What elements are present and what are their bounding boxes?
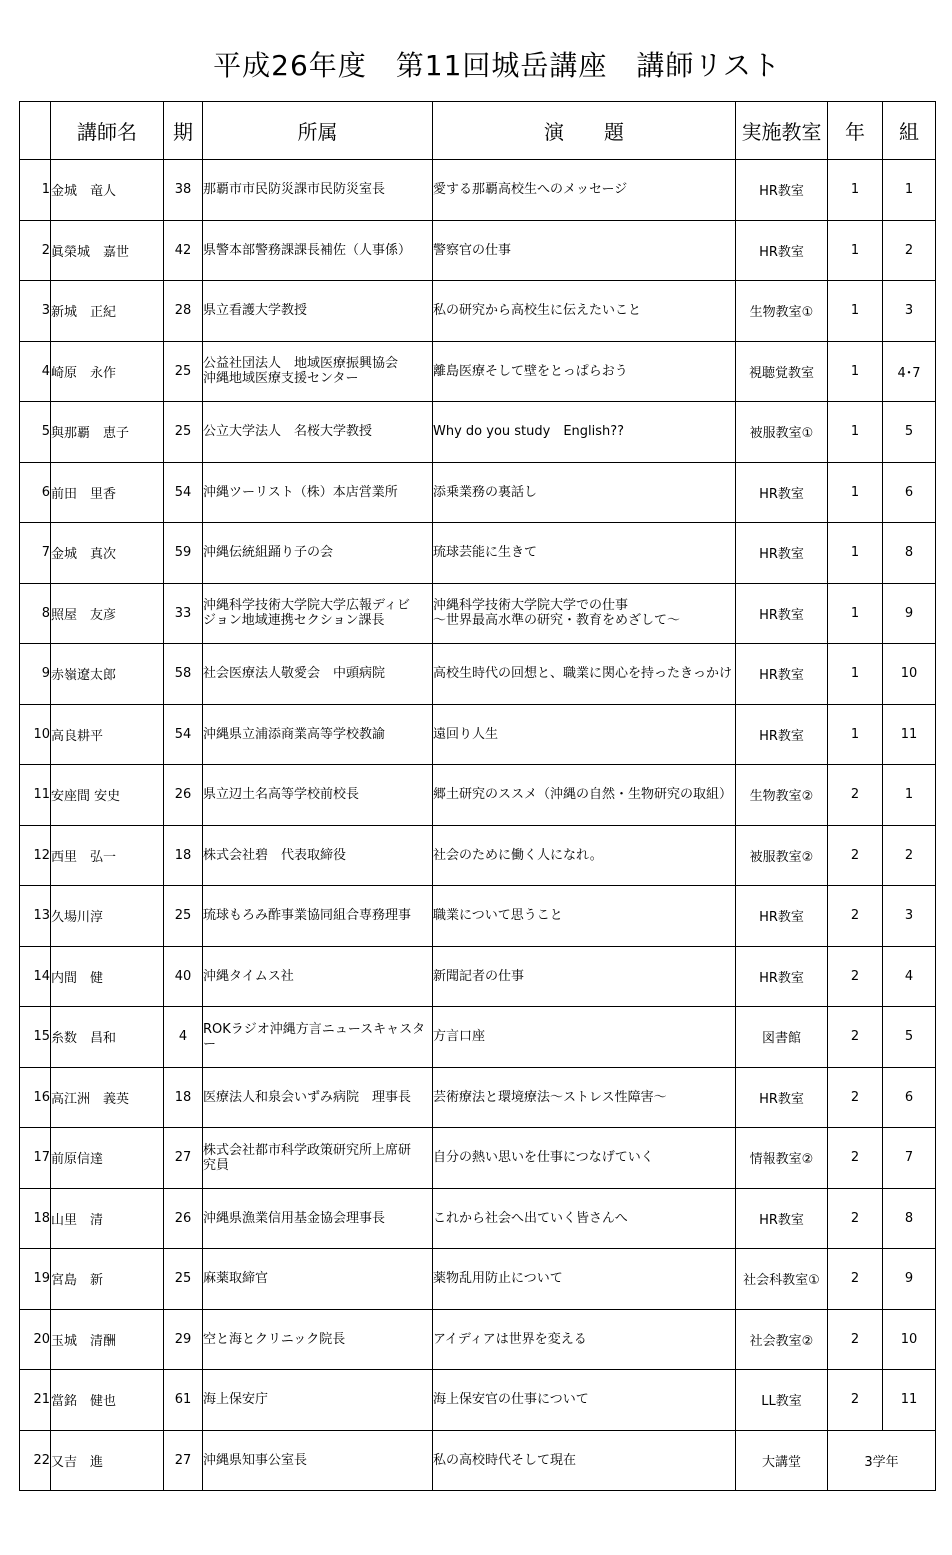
grade-year: 2 [828,1370,883,1431]
class-number: 1 [883,765,936,826]
lecturer-name: 崎原 永作 [51,341,164,402]
lecturer-name: 玉城 清酬 [51,1309,164,1370]
generation: 27 [164,1128,203,1189]
room: 社会教室② [736,1309,828,1370]
grade-year: 1 [828,462,883,523]
topic: 離島医療そして壁をとっぱらおう [433,341,736,402]
row-number: 12 [20,825,51,886]
topic: 芸術療法と環境療法～ストレス性障害～ [433,1067,736,1128]
class-number: 1 [883,160,936,221]
topic: 海上保安官の仕事について [433,1370,736,1431]
topic: Why do you study English?? [433,402,736,463]
room: 被服教室② [736,825,828,886]
affiliation: 公益社団法人 地域医療振興協会 沖縄地域医療支援センター [203,341,433,402]
affiliation: 公立大学法人 名桜大学教授 [203,402,433,463]
room: HR教室 [736,1067,828,1128]
grade-year: 2 [828,825,883,886]
class-number: 4 [883,946,936,1007]
room: 生物教室② [736,765,828,826]
room: 生物教室① [736,281,828,342]
topic: アイディアは世界を変える [433,1309,736,1370]
generation: 40 [164,946,203,1007]
room: HR教室 [736,1188,828,1249]
row-number: 13 [20,886,51,947]
room: HR教室 [736,583,828,644]
table-row [20,644,936,705]
affiliation: 那覇市市民防災課市民防災室長 [203,160,433,221]
affiliation: 空と海とクリニック院長 [203,1309,433,1370]
lecturer-name: 山里 清 [51,1188,164,1249]
generation: 26 [164,1188,203,1249]
lecturer-name: 糸数 昌和 [51,1007,164,1068]
row-number: 4 [20,341,51,402]
row-number: 20 [20,1309,51,1370]
generation: 27 [164,1430,203,1491]
topic: これから社会へ出ていく皆さんへ [433,1188,736,1249]
generation: 25 [164,886,203,947]
affiliation: 社会医療法人敬愛会 中頭病院 [203,644,433,705]
class-number: 3 [883,281,936,342]
page-title: 平成26年度 第11回城岳講座 講師リスト [213,49,781,82]
table-row [20,1249,936,1310]
generation: 59 [164,523,203,584]
generation: 42 [164,220,203,281]
room: HR教室 [736,220,828,281]
class-number: 6 [883,462,936,523]
grade-year: 1 [828,160,883,221]
class-number: 10 [883,644,936,705]
lecturer-name: 前田 里香 [51,462,164,523]
row-number: 21 [20,1370,51,1431]
grade-year: 1 [828,341,883,402]
grade-year: 2 [828,946,883,1007]
row-number: 3 [20,281,51,342]
row-number: 16 [20,1067,51,1128]
grade-year: 1 [828,402,883,463]
lecturer-name: 内間 健 [51,946,164,1007]
row-number: 9 [20,644,51,705]
table-row [20,765,936,826]
lecturer-name: 與那覇 恵子 [51,402,164,463]
table-row [20,946,936,1007]
generation: 18 [164,1067,203,1128]
topic: 新聞記者の仕事 [433,946,736,1007]
class-number: 9 [883,1249,936,1310]
generation: 28 [164,281,203,342]
room: HR教室 [736,160,828,221]
affiliation: 県立看護大学教授 [203,281,433,342]
table-row [20,462,936,523]
grade-year: 1 [828,644,883,705]
generation: 58 [164,644,203,705]
topic: 遠回り人生 [433,704,736,765]
row-number: 10 [20,704,51,765]
affiliation: 沖縄県立浦添商業高等学校教諭 [203,704,433,765]
affiliation: 株式会社碧 代表取締役 [203,825,433,886]
room: 大講堂 [736,1430,828,1491]
topic: 自分の熱い思いを仕事につなげていく [433,1128,736,1189]
table-row [20,220,936,281]
generation: 18 [164,825,203,886]
topic: 高校生時代の回想と、職業に関心を持ったきっかけ [433,644,736,705]
table-row [20,402,936,463]
class-number: 6 [883,1067,936,1128]
table-row-last [20,1430,936,1491]
row-number: 1 [20,160,51,221]
row-number: 22 [20,1430,51,1491]
lecturer-name: 金城 竜人 [51,160,164,221]
grade-year: 2 [828,1249,883,1310]
header-topic: 演 題 [433,102,736,160]
header-generation: 期 [164,102,203,160]
grade-year: 2 [828,765,883,826]
header-class: 組 [883,102,936,160]
affiliation: 株式会社都市科学政策研究所上席研 究員 [203,1128,433,1189]
room: HR教室 [736,946,828,1007]
room: 視聴覚教室 [736,341,828,402]
generation: 25 [164,341,203,402]
affiliation: 沖縄タイムス社 [203,946,433,1007]
generation: 29 [164,1309,203,1370]
room: HR教室 [736,644,828,705]
row-number: 19 [20,1249,51,1310]
topic: 方言口座 [433,1007,736,1068]
table-row [20,886,936,947]
table-row [20,1188,936,1249]
topic: 郷土研究のススメ（沖縄の自然・生物研究の取組） [433,765,736,826]
room: HR教室 [736,462,828,523]
row-number: 14 [20,946,51,1007]
room: LL教室 [736,1370,828,1431]
row-number: 8 [20,583,51,644]
header-number [20,102,51,160]
header-row [20,102,936,160]
topic: 薬物乱用防止について [433,1249,736,1310]
topic: 琉球芸能に生きて [433,523,736,584]
row-number: 15 [20,1007,51,1068]
affiliation: 沖縄科学技術大学院大学広報ディビ ジョン地域連携セクション課長 [203,583,433,644]
generation: 38 [164,160,203,221]
table-row [20,1007,936,1068]
class-number: 5 [883,402,936,463]
class-number: 3 [883,886,936,947]
room: HR教室 [736,886,828,947]
lecturer-name: 當銘 健也 [51,1370,164,1431]
grade-year: 2 [828,886,883,947]
class-number: 2 [883,220,936,281]
affiliation: 沖縄ツーリスト（株）本店営業所 [203,462,433,523]
table-row [20,160,936,221]
room: 図書館 [736,1007,828,1068]
affiliation: 沖縄伝統組踊り子の会 [203,523,433,584]
table-row [20,341,936,402]
table-row [20,704,936,765]
table-row [20,1370,936,1431]
grade-year: 1 [828,583,883,644]
generation: 26 [164,765,203,826]
lecturer-name: 照屋 友彦 [51,583,164,644]
affiliation: 琉球もろみ酢事業協同組合専務理事 [203,886,433,947]
grade-year: 2 [828,1188,883,1249]
room: 社会科教室① [736,1249,828,1310]
topic: 沖縄科学技術大学院大学での仕事 ～世界最高水準の研究・教育をめざして～ [433,583,736,644]
header-affiliation: 所属 [203,102,433,160]
grade-year: 2 [828,1067,883,1128]
topic: 社会のために働く人になれ。 [433,825,736,886]
class-number: 9 [883,583,936,644]
class-number: 11 [883,704,936,765]
generation: 4 [164,1007,203,1068]
generation: 25 [164,1249,203,1310]
header-room: 実施教室 [736,102,828,160]
lecturer-table [19,101,936,1491]
affiliation: 沖縄県漁業信用基金協会理事長 [203,1188,433,1249]
lecturer-name: 又吉 進 [51,1430,164,1491]
grade-year: 2 [828,1007,883,1068]
grade-year: 2 [828,1128,883,1189]
topic: 愛する那覇高校生へのメッセージ [433,160,736,221]
row-number: 7 [20,523,51,584]
room: 情報教室② [736,1128,828,1189]
room: HR教室 [736,704,828,765]
class-number: 2 [883,825,936,886]
affiliation: 麻薬取締官 [203,1249,433,1310]
row-number: 2 [20,220,51,281]
row-number: 17 [20,1128,51,1189]
table-row [20,1309,936,1370]
lecturer-name: 宮島 新 [51,1249,164,1310]
table-row [20,825,936,886]
grade-year: 1 [828,704,883,765]
grade-all: 3学年 [828,1430,936,1491]
affiliation: 海上保安庁 [203,1370,433,1431]
class-number: 5 [883,1007,936,1068]
table-row [20,1067,936,1128]
lecturer-name: 新城 正紀 [51,281,164,342]
generation: 25 [164,402,203,463]
table-row [20,1128,936,1189]
affiliation: 医療法人和泉会いずみ病院 理事長 [203,1067,433,1128]
row-number: 5 [20,402,51,463]
lecturer-name: 赤嶺遼太郎 [51,644,164,705]
lecturer-name: 前原信達 [51,1128,164,1189]
class-number: 10 [883,1309,936,1370]
lecturer-name: 眞榮城 嘉世 [51,220,164,281]
generation: 61 [164,1370,203,1431]
generation: 54 [164,462,203,523]
grade-year: 1 [828,220,883,281]
lecturer-name: 安座間 安史 [51,765,164,826]
class-number: 4･7 [883,341,936,402]
row-number: 11 [20,765,51,826]
generation: 54 [164,704,203,765]
topic: 私の高校時代そして現在 [433,1430,736,1491]
grade-year: 1 [828,281,883,342]
grade-year: 1 [828,523,883,584]
class-number: 8 [883,1188,936,1249]
table-row [20,583,936,644]
row-number: 6 [20,462,51,523]
topic: 職業について思うこと [433,886,736,947]
topic: 警察官の仕事 [433,220,736,281]
lecturer-name: 金城 真次 [51,523,164,584]
lecturer-name: 高江洲 義英 [51,1067,164,1128]
lecturer-name: 高良耕平 [51,704,164,765]
room: 被服教室① [736,402,828,463]
affiliation: ROKラジオ沖縄方言ニュースキャスター [203,1007,433,1068]
topic: 私の研究から高校生に伝えたいこと [433,281,736,342]
class-number: 7 [883,1128,936,1189]
lecturer-name: 久場川淳 [51,886,164,947]
generation: 33 [164,583,203,644]
header-name: 講師名 [51,102,164,160]
grade-year: 2 [828,1309,883,1370]
class-number: 8 [883,523,936,584]
class-number: 11 [883,1370,936,1431]
header-year: 年 [828,102,883,160]
topic: 添乗業務の裏話し [433,462,736,523]
lecturer-name: 西里 弘一 [51,825,164,886]
affiliation: 県立辺土名高等学校前校長 [203,765,433,826]
table-row [20,281,936,342]
affiliation: 沖縄県知事公室長 [203,1430,433,1491]
table-row [20,523,936,584]
room: HR教室 [736,523,828,584]
affiliation: 県警本部警務課課長補佐（人事係） [203,220,433,281]
row-number: 18 [20,1188,51,1249]
